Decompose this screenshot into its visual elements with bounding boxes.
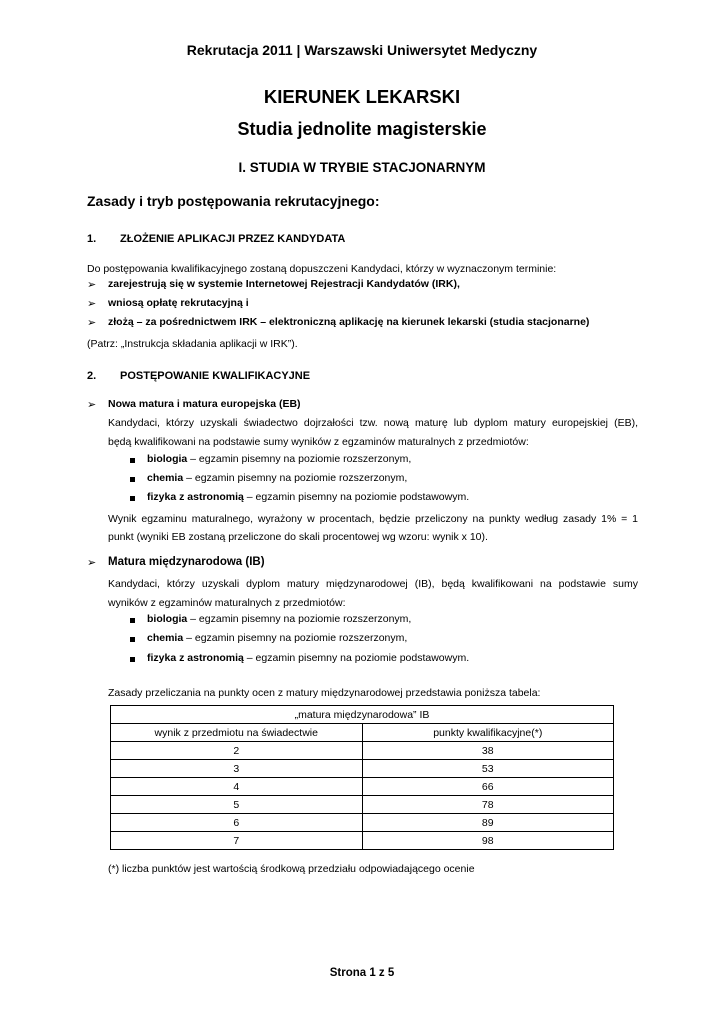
- arrow-bullet-icon: ➢: [87, 298, 97, 310]
- square-bullet-icon: [130, 657, 135, 662]
- grade-cell: 3: [111, 760, 363, 778]
- arrow-bullet-icon: ➢: [87, 279, 97, 291]
- square-bullet-icon: [130, 458, 135, 463]
- subject-desc: – egzamin pisemny na poziomie rozszerzonym,: [187, 613, 412, 625]
- ib-conversion-table: [110, 705, 614, 850]
- section-2-title: POSTĘPOWANIE KWALIFIKACYJNE: [120, 370, 311, 382]
- column-header-grade: wynik z przedmiotu na świadectwie: [111, 724, 363, 742]
- study-mode-title: I. STUDIA W TRYBIE STACJONARNYM: [238, 160, 486, 175]
- subject-name: biologia: [147, 613, 188, 625]
- subject-desc: – egzamin pisemny na poziomie podstawowym.: [243, 491, 470, 503]
- page-number: Strona 1 z 5: [329, 967, 395, 979]
- paragraph-line: Kandydaci, którzy uzyskali dyplom matury międzynarodowej (IB), będą kwalifikowani na podstawie sumy: [108, 578, 638, 590]
- subject-name: fizyka z astronomią: [147, 652, 244, 664]
- grade-cell: 2: [111, 742, 363, 760]
- square-bullet-icon: [130, 477, 135, 482]
- square-bullet-icon: [130, 618, 135, 623]
- table-caption-row: [111, 706, 614, 724]
- table-row: [111, 796, 614, 814]
- grade-cell: 4: [111, 778, 363, 796]
- points-cell: 98: [362, 832, 614, 850]
- section-1-title: ZŁOŻENIE APLIKACJI PRZEZ KANDYDATA: [120, 233, 346, 245]
- section-2-heading: [87, 370, 587, 386]
- list-item-text: złożą – za pośrednictwem IRK – elektroniczną aplikację na kierunek lekarski (studia stacjonarne): [108, 316, 590, 328]
- main-title: KIERUNEK LEKARSKI: [263, 86, 461, 107]
- points-cell: 53: [362, 760, 614, 778]
- running-header: Rekrutacja 2011 | Warszawski Uniwersytet Medyczny: [186, 42, 538, 58]
- section-1-note: (Patrz: „Instrukcja składania aplikacji w IRK”).: [87, 338, 298, 350]
- subject-name: biologia: [147, 453, 188, 465]
- subject-name: chemia: [147, 472, 184, 484]
- subtitle: Studia jednolite magisterskie: [237, 119, 487, 139]
- table-row: [111, 814, 614, 832]
- rules-heading: Zasady i tryb postępowania rekrutacyjnego:: [87, 193, 380, 209]
- arrow-bullet-icon: ➢: [87, 557, 97, 569]
- table-intro: Zasady przeliczania na punkty ocen z matury międzynarodowej przedstawia poniższa tabela:: [108, 687, 541, 699]
- square-bullet-icon: [130, 637, 135, 642]
- grade-cell: 5: [111, 796, 363, 814]
- table-row: [111, 778, 614, 796]
- subsection-title: Nowa matura i matura europejska (EB): [108, 398, 301, 410]
- subject-desc: – egzamin pisemny na poziomie podstawowym.: [243, 652, 470, 664]
- list-item-text: zarejestrują się w systemie Internetowej Rejestracji Kandydatów (IRK),: [108, 278, 460, 290]
- table-row: [111, 760, 614, 778]
- square-bullet-icon: [130, 496, 135, 501]
- section-1-intro: Do postępowania kwalifikacyjnego zostaną dopuszczeni Kandydaci, którzy w wyznaczonym terminie:: [87, 263, 557, 275]
- paragraph-line: wyników z egzaminów maturalnych z przedmiotów:: [108, 597, 346, 609]
- points-cell: 38: [362, 742, 614, 760]
- table-row: [111, 832, 614, 850]
- section-2-number: 2.: [87, 370, 97, 382]
- points-cell: 66: [362, 778, 614, 796]
- table-footnote: (*) liczba punktów jest wartością środkową przedziału odpowiadającego ocenie: [108, 863, 475, 875]
- section-1-heading: [87, 233, 587, 249]
- table-caption: „matura międzynarodowa” IB: [111, 706, 614, 724]
- paragraph-line: będą kwalifikowani na podstawie sumy wyników z egzaminów maturalnych z przedmiotów:: [108, 436, 529, 448]
- paragraph-line: punkt (wyniki EB zostaną przeliczone do skali procentowej wg wzoru: wynik x 10).: [108, 531, 488, 543]
- subsection-title: Matura międzynarodowa (IB): [108, 556, 265, 568]
- points-cell: 78: [362, 796, 614, 814]
- subject-name: fizyka z astronomią: [147, 491, 244, 503]
- table-row: [111, 742, 614, 760]
- paragraph-line: Kandydaci, którzy uzyskali świadectwo dojrzałości tzw. nową maturę lub dyplom matury europejskiej (EB),: [108, 417, 638, 429]
- list-item-text: wniosą opłatę rekrutacyjną i: [108, 297, 249, 309]
- subject-name: chemia: [147, 632, 184, 644]
- points-cell: 89: [362, 814, 614, 832]
- subject-desc: – egzamin pisemny na poziomie rozszerzonym,: [183, 472, 408, 484]
- table-header-row: [111, 724, 614, 742]
- arrow-bullet-icon: ➢: [87, 317, 97, 329]
- paragraph-line: Wynik egzaminu maturalnego, wyrażony w procentach, będzie przeliczony na punkty według zasady 1% = 1: [108, 513, 638, 525]
- column-header-points: punkty kwalifikacyjne(*): [362, 724, 614, 742]
- subject-desc: – egzamin pisemny na poziomie rozszerzonym,: [187, 453, 412, 465]
- arrow-bullet-icon: ➢: [87, 399, 97, 411]
- subject-desc: – egzamin pisemny na poziomie rozszerzonym,: [183, 632, 408, 644]
- grade-cell: 7: [111, 832, 363, 850]
- grade-cell: 6: [111, 814, 363, 832]
- section-1-number: 1.: [87, 233, 97, 245]
